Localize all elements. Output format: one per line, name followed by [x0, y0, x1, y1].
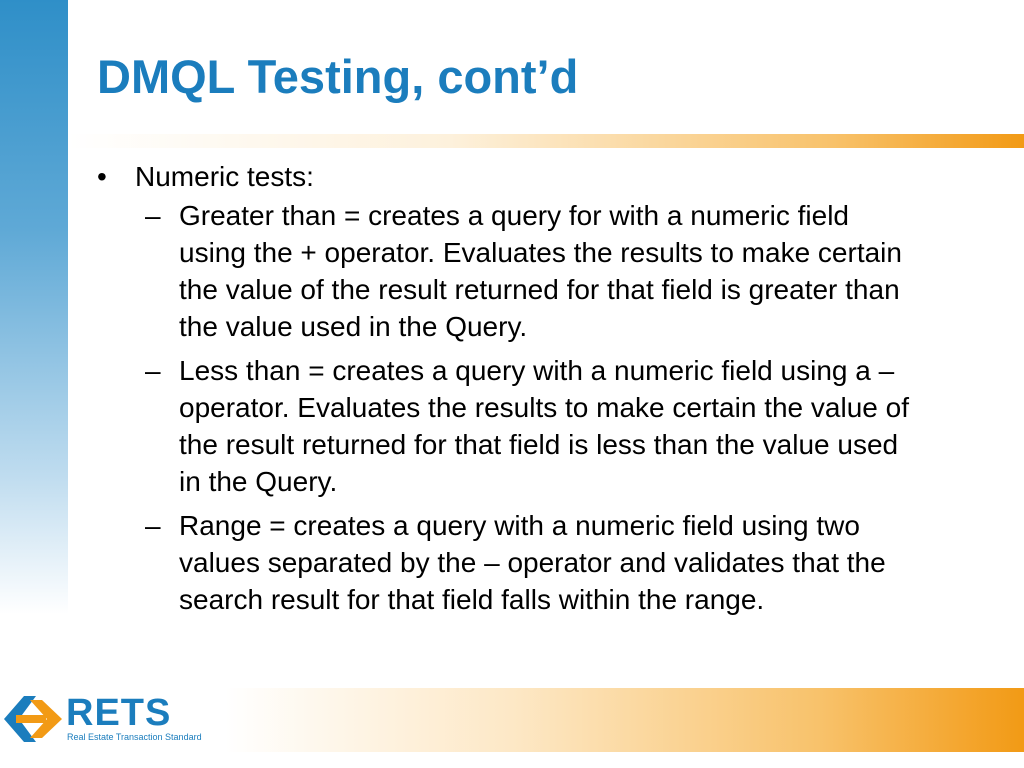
sub-bullet-greater-than	[97, 197, 909, 345]
sub-bullet-less-than	[97, 352, 909, 500]
logo-wordmark: RETS	[66, 692, 172, 734]
slide-title: DMQL Testing, cont’d	[97, 50, 579, 103]
dash-icon: –	[145, 200, 161, 231]
rets-arrows-icon	[2, 688, 64, 750]
logo-tagline: Real Estate Transaction Standard	[67, 732, 202, 742]
sub-bullet-text: Greater than = creates a query for with a numeric field using the + operator. Evaluates the results to make certain the value of the result returned for that field is greater than the value used in the Query.	[179, 200, 902, 342]
bullet-icon: •	[97, 161, 107, 192]
bullet-text: Numeric tests:	[135, 161, 314, 192]
sub-bullet-text: Less than = creates a query with a numeric field using a – operator. Evaluates the results to make certain the value of the result returned for that field is less than the value used in the Query.	[179, 355, 909, 497]
left-accent-bar	[0, 0, 68, 768]
dash-icon: –	[145, 355, 161, 386]
title-underline-bar	[68, 134, 1024, 148]
sub-bullet-range	[97, 507, 909, 618]
rets-logo	[0, 688, 200, 752]
sub-bullet-text: Range = creates a query with a numeric field using two values separated by the – operator and validates that the search result for that field falls within the range.	[179, 510, 886, 615]
dash-icon: –	[145, 510, 161, 541]
slide-body	[97, 158, 997, 625]
sub-bullet-list	[97, 197, 997, 618]
bullet-item	[97, 158, 997, 195]
